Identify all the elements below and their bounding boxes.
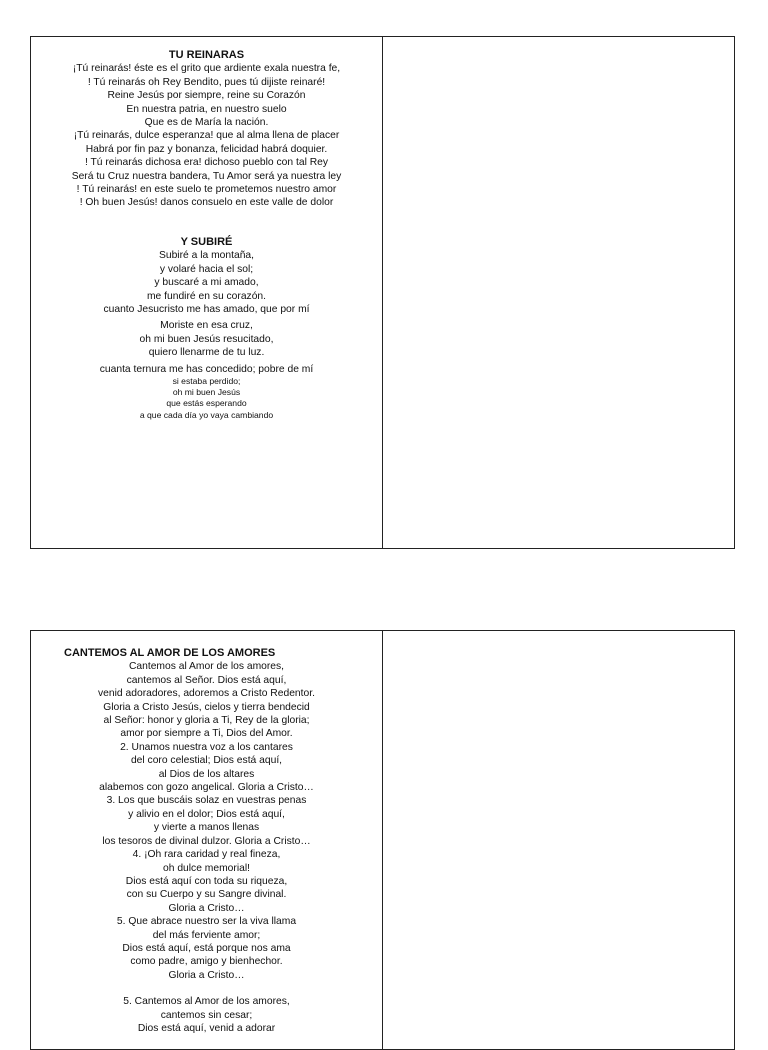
- lyric-line: Dios está aquí, está porque nos ama: [122, 942, 291, 954]
- song-cantemos-al-amor: [31, 647, 382, 1035]
- lyric-line: oh dulce memorial!: [163, 862, 250, 874]
- lyric-line: ! Oh buen Jesús! danos consuelo en este valle de dolor: [79, 197, 334, 209]
- song-title: TU REINARAS: [168, 49, 245, 61]
- lyric-line: Moriste en esa cruz,: [160, 320, 253, 332]
- top-page-table: [30, 36, 735, 549]
- lyric-line: los tesoros de divinal dulzor. Gloria a Cristo…: [102, 835, 311, 847]
- lyric-line: con su Cuerpo y su Sangre divinal.: [126, 889, 287, 901]
- top-left-cell: [31, 37, 383, 548]
- lyric-line: oh mi buen Jesús resucitado,: [139, 333, 274, 345]
- lyric-line: cuanto Jesucristo me has amado, que por mí: [103, 304, 310, 316]
- lyric-line: Gloria a Cristo…: [168, 902, 245, 914]
- lyric-line: 5. Que abrace nuestro ser la viva llama: [116, 916, 297, 928]
- lyric-line: y volaré hacia el sol;: [159, 263, 254, 275]
- lyric-line: ! Tú reinarás! en este suelo te prometemos nuestro amor: [76, 184, 337, 196]
- lyric-line: ¡Tú reinarás! éste es el grito que ardiente exala nuestra fe,: [72, 63, 341, 75]
- lyric-line: venid adoradores, adoremos a Cristo Redentor.: [98, 688, 315, 700]
- stanza-gap: [31, 982, 382, 995]
- lyric-line: En nuestra patria, en nuestro suelo: [126, 103, 287, 115]
- lyric-line: al Dios de los altares: [158, 768, 255, 780]
- lyric-line: a que cada día yo vaya cambiando: [139, 409, 274, 420]
- bottom-left-cell: [31, 631, 383, 1049]
- lyric-line: y vierte a manos llenas: [153, 822, 260, 834]
- lyric-line: oh mi buen Jesús: [172, 387, 241, 398]
- lyric-line: 3. Los que buscáis solaz en vuestras penas: [106, 795, 307, 807]
- lyric-line: ! Tú reinarás oh Rey Bendito, pues tú dijiste reinaré!: [87, 76, 326, 88]
- lyric-line: Reine Jesús por siempre, reine su Corazón: [107, 90, 306, 102]
- lyric-line: alabemos con gozo angelical. Gloria a Cristo…: [99, 782, 314, 794]
- lyric-line: 2. Unamos nuestra voz a los cantares: [120, 741, 293, 753]
- song-title: CANTEMOS AL AMOR DE LOS AMORES: [64, 647, 276, 659]
- lyric-line: Dios está aquí, venid a adorar: [137, 1022, 276, 1034]
- lyric-line: ! Tú reinarás dichosa era! dichoso pueblo con tal Rey: [84, 157, 329, 169]
- lyric-line: del coro celestial; Dios está aquí,: [130, 755, 283, 767]
- lyric-line: quiero llenarme de tu luz.: [148, 347, 265, 359]
- lyric-line: del más ferviente amor;: [152, 929, 261, 941]
- lyric-line: Dios está aquí con toda su riqueza,: [125, 875, 288, 887]
- lyric-line: y alivio en el dolor; Dios está aquí,: [128, 808, 285, 820]
- lyric-line: al Señor: honor y gloria a Ti, Rey de la gloria;: [103, 715, 310, 727]
- lyric-line: si estaba perdido;: [172, 376, 241, 387]
- lyric-line: cantemos al Señor. Dios está aquí,: [126, 674, 287, 686]
- top-right-cell: [383, 37, 734, 548]
- lyric-line: que estás esperando: [166, 398, 247, 409]
- lyric-line: como padre, amigo y bienhechor.: [130, 956, 283, 968]
- lyric-line: amor por siempre a Ti, Dios del Amor.: [120, 728, 293, 740]
- lyric-line: cantemos sin cesar;: [160, 1009, 253, 1021]
- lyric-line: 4. ¡Oh rara caridad y real fineza,: [132, 849, 281, 861]
- song-y-subire: [31, 236, 382, 421]
- bottom-page-table: [30, 630, 735, 1050]
- lyric-line: Será tu Cruz nuestra bandera, Tu Amor será ya nuestra ley: [71, 170, 342, 182]
- lyric-line: me fundiré en su corazón.: [146, 290, 267, 302]
- song-tu-reinaras: [31, 49, 382, 210]
- lyric-line: ¡Tú reinarás, dulce esperanza! que al alma llena de placer: [73, 130, 340, 142]
- lyric-line: Habrá por fin paz y bonanza, felicidad habrá doquier.: [85, 143, 328, 155]
- lyric-line: y buscaré a mi amado,: [154, 277, 259, 289]
- lyric-line: 5. Cantemos al Amor de los amores,: [123, 996, 290, 1008]
- lyric-line: Gloria a Cristo…: [168, 969, 245, 981]
- lyric-line: Subiré a la montaña,: [158, 250, 255, 262]
- lyric-line: Que es de María la nación.: [144, 117, 269, 129]
- bottom-right-cell: [383, 631, 734, 1049]
- lyric-line: Gloria a Cristo Jesús, cielos y tierra bendecid: [103, 701, 310, 713]
- lyric-line: Cantemos al Amor de los amores,: [128, 661, 285, 673]
- song-title: Y SUBIRÉ: [180, 236, 233, 248]
- lyric-line: cuanta ternura me has concedido; pobre de mí: [99, 363, 314, 375]
